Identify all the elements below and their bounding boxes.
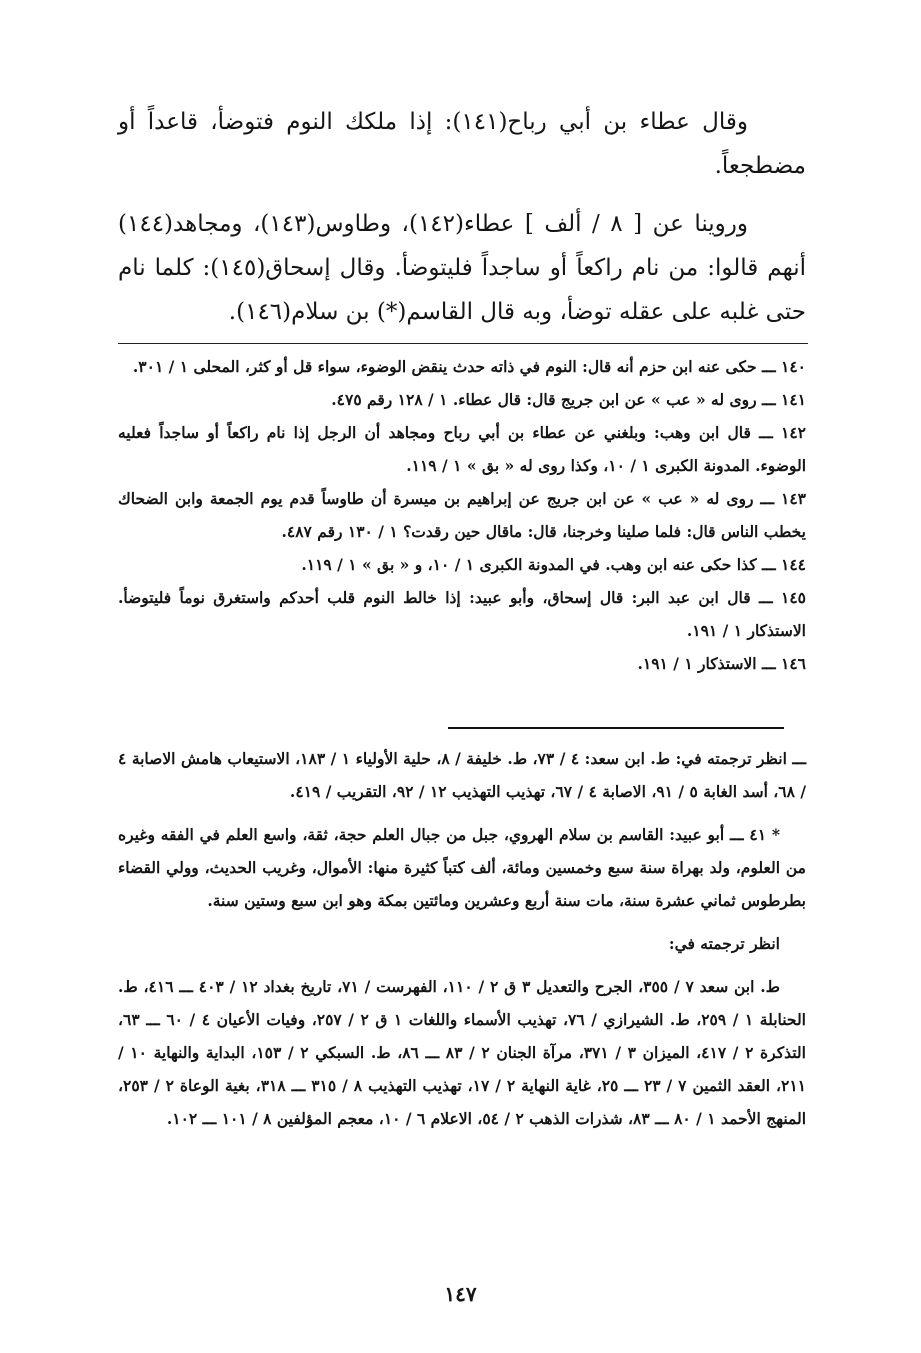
footnote: ١٤٥ ـــ قال ابن عبد البر: قال إسحاق، وأبو عبيد: إذا خالط النوم قلب أحدكم واستغرق نوماً فليتوضأ. الاستذكار ١ / ١٩١. — [118, 588, 806, 640]
page-number: ١٤٧ — [444, 1282, 477, 1306]
footnote: ١٤٢ ـــ قال ابن وهب: وبلغني عن عطاء بن أبي رباح ومجاهد أن الرجل إذا نام راكعاً أو ساجداً فعليه الوضوء. المدونة الكبرى ١ / ١٠، وكذا روى له « بق » ١ / ١١٩. — [118, 423, 806, 475]
main-paragraph: وروينا عن [ ٨ / ألف ] عطاء(١٤٢)، وطاوس(١٤٣)، ومجاهد(١٤٤) أنهم قالوا: من نام راكعاً أو ساجداً فليتوضأ. وقال إسحاق(١٤٥): كلما نام حتى غلبه على عقله توضأ، وبه قال القاسم(*) بن سلام(١٤٦). — [118, 211, 806, 325]
footnote: ١٤٤ ـــ كذا حكى عنه ابن وهب. في المدونة الكبرى ١ / ١٠، و « بق » ١ / ١١٩. — [301, 555, 806, 574]
biography-continuation: ـــ انظر ترجمته في: ط. ابن سعد: ٤ / ٧٣، ط. خليفة / ٨، حلية الأولياء ١ / ١٨٣، الاستيعاب هامش الاصابة ٤ / ٦٨، أسد الغابة ٥ / ٩١، الاصابة ٤ / ٦٧، تهذيب التهذيب ١٢ / ٩٢، التقريب / ٤١٩. — [118, 749, 806, 801]
references-list: ط. ابن سعد ٧ / ٣٥٥، الجرح والتعديل ٣ ق ٢ / ١١٠، الفهرست / ٧١، تاريخ بغداد ١٢ / ٤٠٣ ـــ ٤١٦، ط. الحنابلة ١ / ٢٥٩، ط. الشيرازي / ٧٦، تهذيب الأسماء واللغات ١ ق ٢ / ٢٥٧، وفيات الأعيان ٤ / ٦٠ ـــ ٦٣، التذكرة ٢ / ٤١٧، الميزان ٣ / ٣٧١، مرآة الجنان ٢ / ٨٣ ـــ ٨٦، ط. السبكي ٢ / ١٥٣، البداية والنهاية ١٠ / ٢١١، العقد الثمين ٧ / ٢٣ ـــ ٢٥، غاية النهاية ٢ / ١٧، تهذيب التهذيب ٨ / ٣١٥ ـــ ٣١٨، بغية الوعاة ٢ / ٢٥٣، المنهج الأحمد ١ / ٨٠ ـــ ٨٣، شذرات الذهب ٢ / ٥٤، الاعلام ٦ / ١٠، معجم المؤلفين ٨ / ١٠١ ـــ ١٠٢. — [118, 977, 806, 1128]
main-paragraph: وقال عطاء بن أبي رباح(١٤١): إذا ملكك النوم فتوضأ، قاعداً أو مضطجعاً. — [118, 109, 806, 179]
footnotes — [118, 350, 806, 680]
footnote: ١٤٠ ـــ حكى عنه ابن حزم أنه قال: النوم في ذاته حدث ينقض الوضوء، سواء قل أو كثر، المحلى ١ / ٣٠١. — [132, 357, 806, 376]
footnote: ١٤٦ ـــ الاستذكار ١ / ١٩١. — [637, 654, 806, 673]
footnote: ١٤١ ـــ روى له « عب » عن ابن جريج قال: قال عطاء. ١ / ١٢٨ رقم ٤٧٥. — [331, 390, 806, 409]
main-text — [118, 100, 806, 334]
footnote-separator — [118, 343, 808, 344]
biography-notes — [118, 742, 806, 1135]
references-heading: انظر ترجمته في: — [668, 934, 780, 953]
footnote: ١٤٣ ـــ روى له « عب » عن ابن جريج عن إبراهيم بن ميسرة أن طاوساً قدم يوم الجمعة وابن الضحاك يخطب الناس قال: فلما صلينا وخرجنا، قال: ماقال حين رقدت؟ ١ / ١٣٠ رقم ٤٨٧. — [118, 489, 806, 541]
biography-separator — [448, 727, 784, 729]
biography-entry: * ٤١ ـــ أبو عبيد: القاسم بن سلام الهروي، جبل من جبال العلم حجة، ثقة، واسع العلم في الفقه وغيره من العلوم، ولد بهراة سنة سبع وخمسين ومائة، ألف كتباً كثيرة منها: الأموال، وغريب الحديث، وولي القضاء بطرطوس ثماني عشرة سنة، مات سنة أربع وعشرين ومائتين بمكة وهو ابن سبع وستين سنة. — [118, 825, 806, 910]
